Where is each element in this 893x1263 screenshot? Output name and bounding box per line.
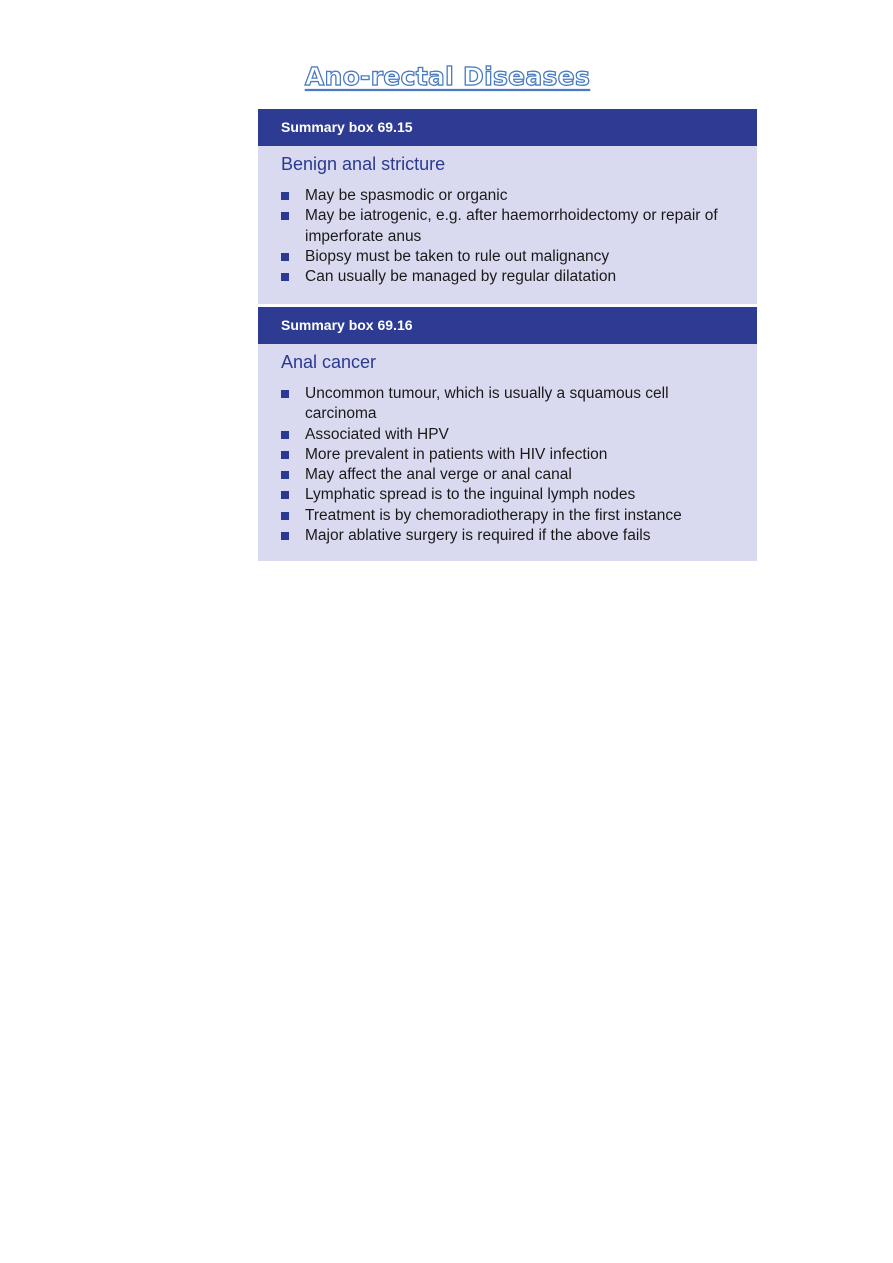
- list-item: [281, 445, 737, 465]
- square-bullet-icon: [281, 273, 289, 281]
- bullet-list: [258, 186, 757, 287]
- list-item-text: Associated with HPV: [305, 425, 449, 443]
- list-item: [281, 425, 737, 445]
- list-item-text: Lymphatic spread is to the inguinal lymph nodes: [305, 486, 636, 504]
- list-item: [281, 485, 737, 505]
- square-bullet-icon: [281, 390, 289, 398]
- square-bullet-icon: [281, 253, 289, 261]
- square-bullet-icon: [281, 532, 289, 540]
- summary-box-label: Summary box 69.16: [258, 307, 757, 344]
- list-item-text: Uncommon tumour, which is usually a squamous cell carcinoma: [305, 385, 669, 423]
- list-item-text: More prevalent in patients with HIV infection: [305, 445, 608, 463]
- list-item-text: Major ablative surgery is required if the above fails: [305, 527, 651, 545]
- list-item-text: Treatment is by chemoradiotherapy in the first instance: [305, 506, 682, 524]
- summary-box-heading: Benign anal stricture: [281, 154, 446, 174]
- summary-box-label: Summary box 69.15: [258, 109, 757, 146]
- square-bullet-icon: [281, 431, 289, 439]
- square-bullet-icon: [281, 451, 289, 459]
- page-title-text: Ano-rectal Diseases: [304, 62, 591, 91]
- list-item-text: May affect the anal verge or anal canal: [305, 466, 572, 484]
- square-bullet-icon: [281, 471, 289, 479]
- summary-box-heading: Anal cancer: [281, 352, 377, 372]
- list-item: [281, 526, 737, 546]
- summary-box-69-15: [258, 109, 757, 304]
- list-item-text: May be iatrogenic, e.g. after haemorrhoidectomy or repair of imperforate anus: [305, 207, 718, 245]
- list-item: [281, 206, 737, 247]
- list-item: [281, 247, 737, 267]
- page-title: [0, 56, 893, 93]
- square-bullet-icon: [281, 212, 289, 220]
- list-item-text: May be spasmodic or organic: [305, 187, 508, 204]
- summary-box-69-16: [258, 307, 757, 561]
- list-item-text: Biopsy must be taken to rule out malignancy: [305, 247, 610, 265]
- list-item: [281, 186, 737, 206]
- list-item: [281, 267, 737, 287]
- list-item-text: Can usually be managed by regular dilatation: [305, 268, 617, 286]
- list-item: [281, 506, 737, 526]
- square-bullet-icon: [281, 512, 289, 520]
- square-bullet-icon: [281, 491, 289, 499]
- list-item: [281, 384, 737, 425]
- bullet-list: [258, 384, 757, 546]
- list-item: [281, 465, 737, 485]
- square-bullet-icon: [281, 192, 289, 200]
